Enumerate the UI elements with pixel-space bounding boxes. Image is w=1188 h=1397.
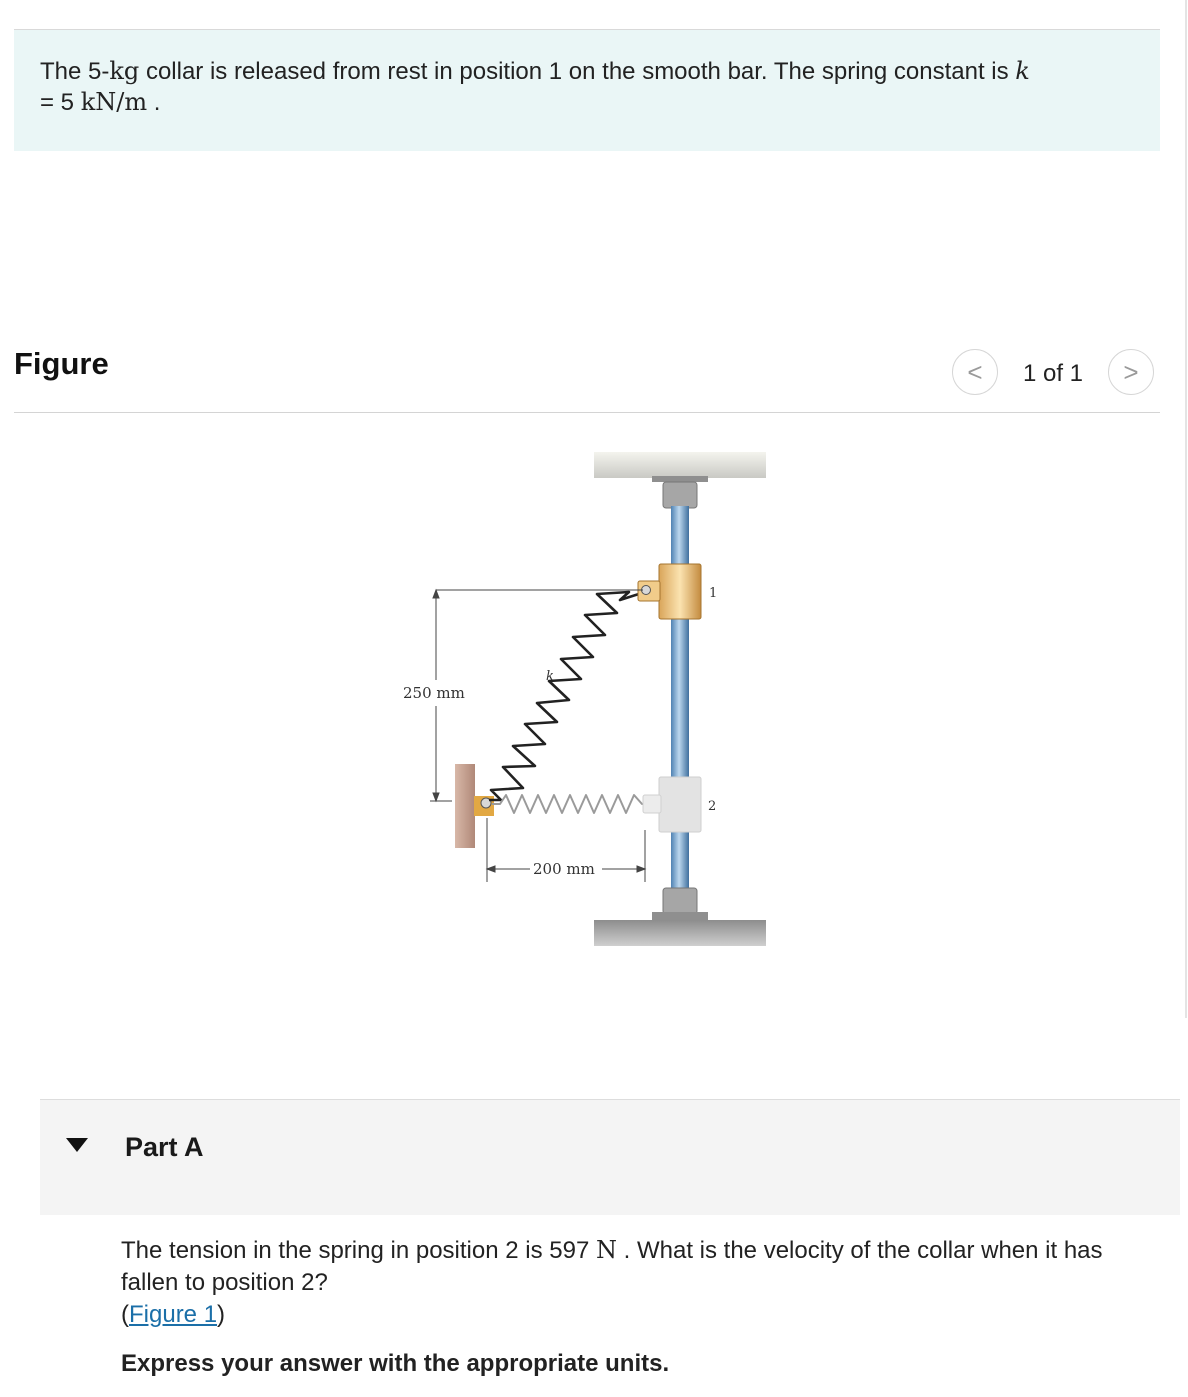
variable-k: k — [1015, 57, 1030, 85]
vertical-dimension-label: 250 mm — [403, 684, 465, 702]
question-text-a: The tension in the spring in position 2 is 597 — [121, 1237, 596, 1264]
top-rod-mount — [652, 476, 708, 508]
position-1-label: 1 — [709, 586, 718, 601]
problem-statement — [40, 56, 1130, 118]
part-a-question — [121, 1234, 1161, 1331]
part-a-header[interactable] — [40, 1099, 1180, 1215]
wall-anchor — [455, 764, 475, 848]
answer-instruction: Express your answer with the appropriate units. — [121, 1350, 670, 1377]
collar-position-1 — [638, 564, 701, 619]
problem-text-b: collar is released from rest in position 1 on the smooth bar. The spring constant is — [139, 58, 1016, 85]
spring-constant-label: k — [546, 669, 554, 684]
spring-position-2 — [492, 795, 658, 813]
paren-open: ( — [121, 1301, 129, 1328]
collar-spring-figure — [380, 440, 780, 960]
figure-1-link[interactable]: Figure 1 — [129, 1301, 218, 1328]
figure-page-counter: 1 of 1 — [1022, 360, 1084, 387]
panel-right-edge — [1185, 0, 1187, 1018]
figure-heading: Figure — [14, 346, 109, 381]
question-text-b: . What is the velocity of the collar when it has fallen to position 2? — [121, 1237, 1103, 1296]
horizontal-dimension-label: 200 mm — [533, 860, 595, 878]
problem-text-d: . — [147, 89, 161, 116]
unit-kg: kg — [109, 57, 140, 85]
unit-n: N — [595, 1236, 617, 1264]
caret-down-icon[interactable] — [66, 1138, 88, 1152]
paren-close: ) — [217, 1301, 226, 1328]
part-a-title[interactable]: Part A — [125, 1132, 204, 1162]
problem-text-c: = 5 — [40, 89, 81, 116]
problem-text-a: The 5- — [40, 58, 110, 85]
floor-support — [594, 920, 766, 946]
ceiling-support — [594, 452, 766, 478]
previous-figure-button[interactable] — [952, 349, 998, 395]
figure-divider — [14, 412, 1160, 413]
problem-statement-box — [14, 30, 1160, 151]
next-figure-button[interactable] — [1108, 349, 1154, 395]
collar-position-2 — [643, 777, 701, 832]
chevron-right-icon: > — [1123, 356, 1139, 387]
bottom-rod-mount — [652, 888, 708, 920]
unit-kn-per-m: kN/m — [80, 88, 148, 116]
chevron-left-icon: < — [967, 356, 983, 387]
position-2-label: 2 — [708, 799, 717, 814]
spring-position-1 — [489, 592, 645, 800]
